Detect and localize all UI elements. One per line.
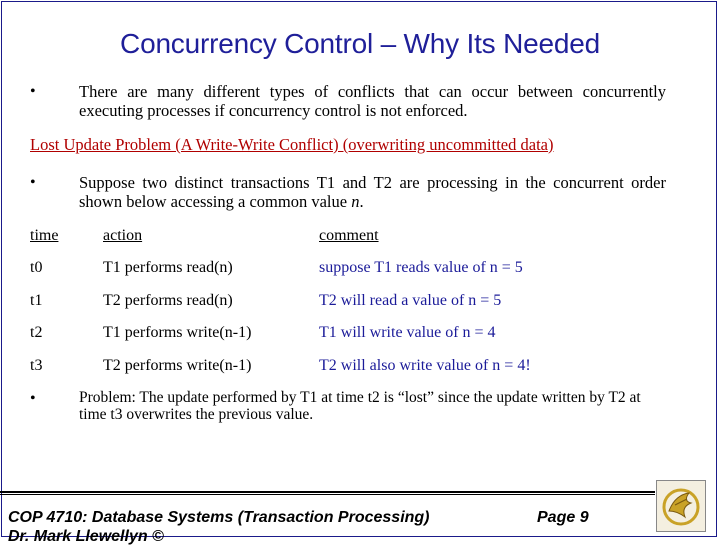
cell-action: T1 performs read(n) [103, 259, 233, 276]
table-row [30, 357, 690, 377]
cell-comment: T1 will write value of n = 4 [319, 324, 496, 341]
bullet-marker: • [30, 174, 36, 191]
table-row [30, 292, 690, 312]
bullet-marker: • [30, 390, 36, 407]
cell-time: t0 [30, 259, 43, 276]
header-action: action [103, 227, 143, 244]
cell-time: t2 [30, 324, 43, 341]
footer-divider [0, 491, 655, 493]
variable-n: n [351, 192, 360, 211]
scenario-bullet-text [79, 173, 666, 211]
intro-bullet-text: There are many different types of conflicts that can occur between concurrently executing processes if concurrency control is not enforced. [79, 82, 666, 120]
problem-bullet-text: Problem: The update performed by T1 at time t2 is “lost” since the update written by T2 at time t3 overwrites the previous value. [79, 389, 641, 423]
header-time: time [30, 227, 59, 244]
table-row [30, 259, 690, 279]
cell-time: t3 [30, 357, 43, 374]
header-comment: comment [319, 227, 379, 244]
scenario-period: . [359, 192, 364, 211]
footer-author: Dr. Mark Llewellyn © [8, 528, 164, 545]
cell-time: t1 [30, 292, 43, 309]
page-number: Page 9 [537, 509, 589, 526]
footer-divider-thin [0, 494, 655, 495]
cell-action: T1 performs write(n-1) [103, 324, 252, 341]
cell-action: T2 performs read(n) [103, 292, 233, 309]
ucf-pegasus-logo-icon [656, 480, 706, 532]
footer-course: COP 4710: Database Systems (Transaction Processing) [8, 509, 430, 526]
table-header-row [30, 227, 690, 247]
slide-title: Concurrency Control – Why Its Needed [120, 28, 600, 59]
section-heading: Lost Update Problem (A Write-Write Conflict) (overwriting uncommitted data) [30, 135, 554, 154]
cell-comment: T2 will read a value of n = 5 [319, 292, 502, 309]
scenario-text: Suppose two distinct transactions T1 and T2 are processing in the concurrent order shown below accessing a common value [79, 173, 666, 211]
bullet-marker: • [30, 83, 36, 100]
cell-comment: suppose T1 reads value of n = 5 [319, 259, 523, 276]
cell-action: T2 performs write(n-1) [103, 357, 252, 374]
cell-comment: T2 will also write value of n = 4! [319, 357, 531, 374]
table-row [30, 324, 690, 344]
